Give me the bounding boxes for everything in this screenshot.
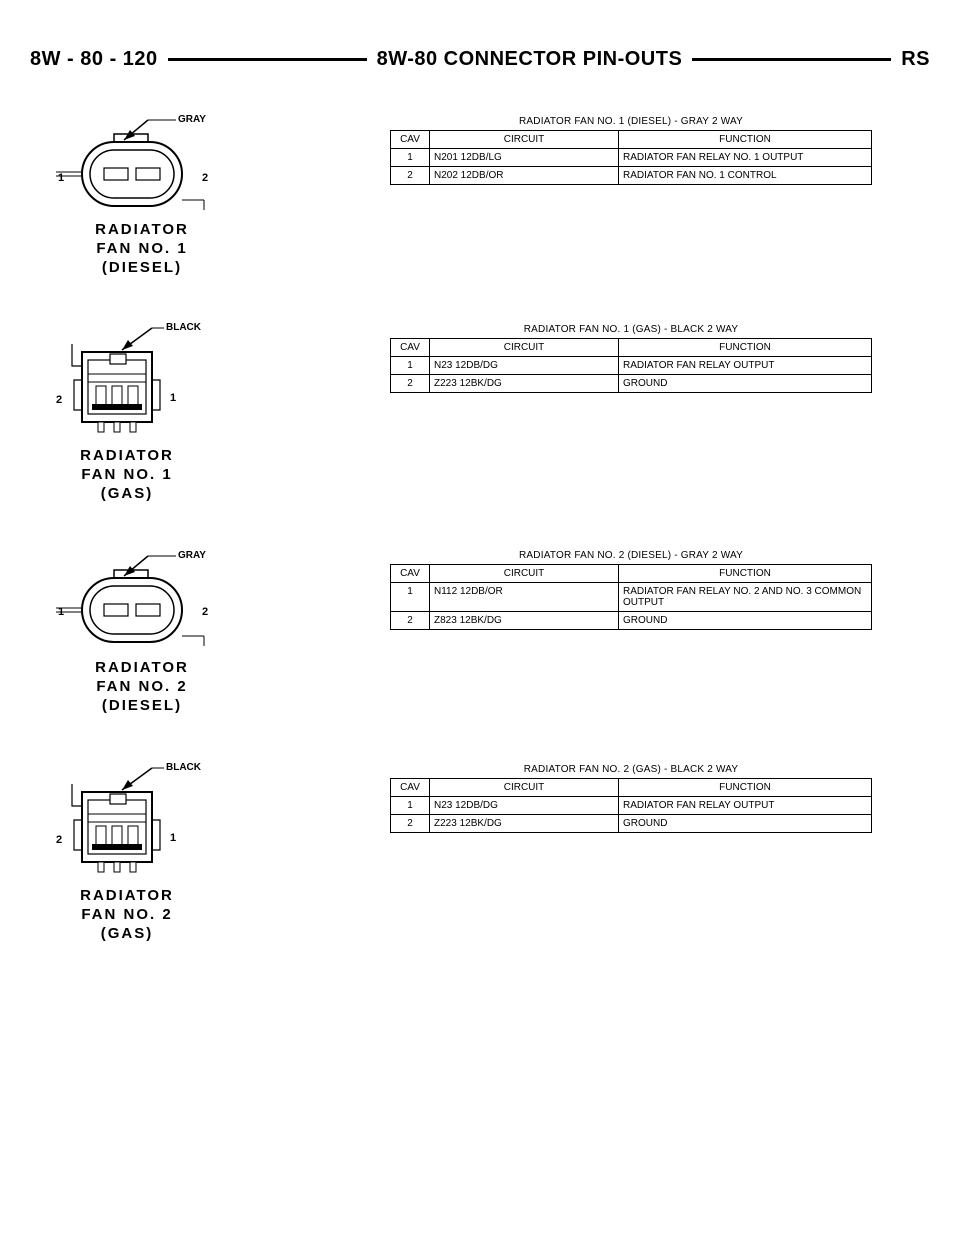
cell-cav: 2	[391, 815, 430, 833]
connector-diagram-fan2-gas	[52, 760, 222, 942]
cell-function: GROUND	[619, 815, 872, 833]
header-rule-right	[692, 58, 891, 61]
cell-function: GROUND	[619, 375, 872, 393]
pinout-table	[390, 564, 872, 630]
cell-function: RADIATOR FAN NO. 1 CONTROL	[619, 167, 872, 185]
col-function: FUNCTION	[619, 339, 872, 357]
connector-caption	[52, 886, 202, 943]
section-title: 8W-80 CONNECTOR PIN-OUTS	[376, 47, 683, 70]
cell-function: RADIATOR FAN RELAY OUTPUT	[619, 797, 872, 815]
cell-circuit: Z223 12BK/DG	[430, 375, 619, 393]
pin-label-left: 2	[56, 834, 63, 846]
col-circuit: CIRCUIT	[430, 131, 619, 149]
cell-function: GROUND	[619, 612, 872, 630]
caption-line-2: FAN NO. 1	[81, 466, 173, 483]
table-row	[391, 583, 872, 612]
pinout-table-fan2-diesel	[390, 548, 872, 630]
connector-color-label: BLACK	[166, 762, 201, 773]
cell-circuit: N112 12DB/OR	[430, 583, 619, 612]
gray-connector-drawing	[52, 548, 222, 656]
col-circuit: CIRCUIT	[430, 339, 619, 357]
caption-line-2: FAN NO. 2	[96, 678, 188, 695]
cell-function: RADIATOR FAN RELAY NO. 1 OUTPUT	[619, 149, 872, 167]
pinout-table-fan1-gas	[390, 322, 872, 393]
pin-label-right: 2	[202, 606, 209, 618]
cell-cav: 2	[391, 167, 430, 185]
caption-line-2: FAN NO. 2	[81, 906, 173, 923]
table-row	[391, 797, 872, 815]
table-row	[391, 815, 872, 833]
cell-function: RADIATOR FAN RELAY NO. 2 AND NO. 3 COMMON OUTPUT	[619, 583, 872, 612]
table-row	[391, 149, 872, 167]
connector-color-label: GRAY	[178, 550, 206, 561]
page-header	[30, 44, 930, 74]
cell-cav: 1	[391, 797, 430, 815]
col-circuit: CIRCUIT	[430, 779, 619, 797]
page-number: 8W - 80 - 120	[30, 47, 158, 70]
cell-circuit: N201 12DB/LG	[430, 149, 619, 167]
connector-color-label: GRAY	[178, 114, 206, 125]
pinout-table	[390, 130, 872, 185]
table-title: RADIATOR FAN NO. 2 (DIESEL) - GRAY 2 WAY	[519, 550, 743, 561]
pin-label-right: 2	[202, 172, 209, 184]
cell-cav: 1	[391, 149, 430, 167]
table-title: RADIATOR FAN NO. 1 (GAS) - BLACK 2 WAY	[523, 324, 739, 335]
table-row	[391, 357, 872, 375]
cell-circuit: N202 12DB/OR	[430, 167, 619, 185]
caption-line-2: FAN NO. 1	[96, 240, 188, 257]
connector-caption	[52, 658, 232, 715]
connector-caption	[52, 220, 232, 277]
black-connector-drawing	[52, 760, 222, 882]
caption-line-3: (DIESEL)	[101, 259, 183, 276]
caption-line-1: RADIATOR	[80, 447, 174, 464]
pin-label-right: 1	[170, 832, 177, 844]
black-connector-drawing	[52, 320, 222, 442]
table-title: RADIATOR FAN NO. 1 (DIESEL) - GRAY 2 WAY	[519, 116, 743, 127]
caption-line-1: RADIATOR	[80, 887, 174, 904]
cell-cav: 2	[391, 375, 430, 393]
table-row	[391, 375, 872, 393]
gray-connector-drawing	[52, 112, 222, 220]
pinout-table-fan1-diesel	[390, 114, 872, 185]
connector-color-label: BLACK	[166, 322, 201, 333]
table-row	[391, 167, 872, 185]
col-function: FUNCTION	[619, 565, 872, 583]
col-cav: CAV	[391, 779, 430, 797]
caption-line-3: (GAS)	[100, 485, 154, 502]
col-function: FUNCTION	[619, 779, 872, 797]
pin-label-left: 1	[58, 606, 65, 618]
pin-label-right: 1	[170, 392, 177, 404]
col-cav: CAV	[391, 131, 430, 149]
table-row	[391, 612, 872, 630]
pin-label-left: 1	[58, 172, 65, 184]
table-header-row	[391, 779, 872, 797]
cell-circuit: N23 12DB/DG	[430, 357, 619, 375]
connector-diagram-fan1-gas	[52, 320, 222, 502]
pinout-table	[390, 778, 872, 833]
cell-circuit: Z223 12BK/DG	[430, 815, 619, 833]
col-circuit: CIRCUIT	[430, 565, 619, 583]
cell-cav: 1	[391, 583, 430, 612]
cell-circuit: Z823 12BK/DG	[430, 612, 619, 630]
cell-cav: 1	[391, 357, 430, 375]
header-rule-left	[168, 58, 367, 61]
cell-function: RADIATOR FAN RELAY OUTPUT	[619, 357, 872, 375]
table-header-row	[391, 565, 872, 583]
col-cav: CAV	[391, 339, 430, 357]
table-header-row	[391, 339, 872, 357]
connector-caption	[52, 446, 202, 503]
pinout-table	[390, 338, 872, 393]
table-header-row	[391, 131, 872, 149]
cell-circuit: N23 12DB/DG	[430, 797, 619, 815]
connector-diagram-fan2-diesel	[52, 548, 222, 714]
cell-cav: 2	[391, 612, 430, 630]
col-function: FUNCTION	[619, 131, 872, 149]
connector-diagram-fan1-diesel	[52, 112, 222, 276]
col-cav: CAV	[391, 565, 430, 583]
brand-code: RS	[901, 47, 931, 70]
caption-line-3: (DIESEL)	[101, 697, 183, 714]
caption-line-1: RADIATOR	[95, 659, 189, 676]
pin-label-left: 2	[56, 394, 63, 406]
pinout-table-fan2-gas	[390, 762, 872, 833]
table-title: RADIATOR FAN NO. 2 (GAS) - BLACK 2 WAY	[523, 764, 739, 775]
caption-line-1: RADIATOR	[95, 221, 189, 238]
caption-line-3: (GAS)	[100, 925, 154, 942]
